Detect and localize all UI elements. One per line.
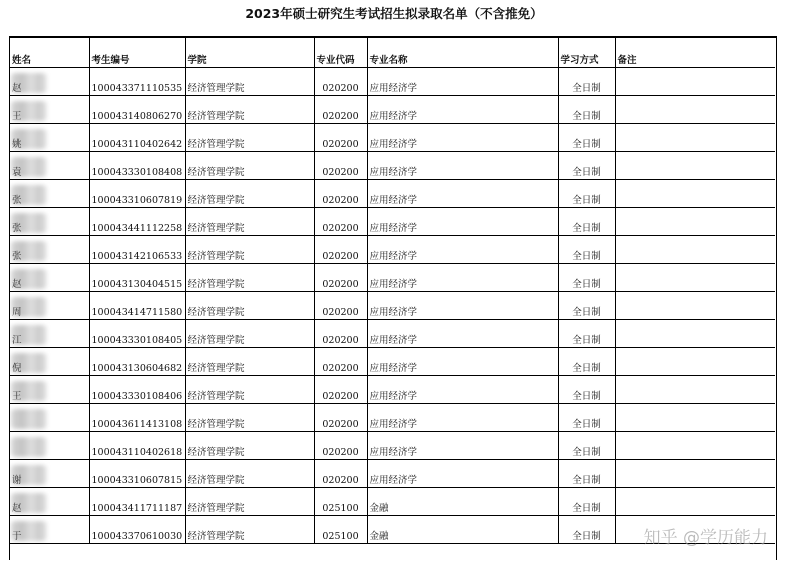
cell-exam-id: 100043310607819: [89, 179, 185, 207]
cell-major-code: 020200: [314, 67, 367, 95]
cell-school: 经济管理学院: [185, 347, 314, 375]
cell-major-name: 应用经济学: [367, 459, 558, 487]
cell-study-mode: 全日制: [558, 431, 615, 459]
cell-name: [10, 67, 89, 95]
table-row: [10, 291, 775, 319]
cell-major-name: 应用经济学: [367, 235, 558, 263]
cell-major-code: 020200: [314, 403, 367, 431]
table-row: [10, 179, 775, 207]
table-row: [10, 151, 775, 179]
cell-name: [10, 459, 89, 487]
table-header-row: [10, 38, 775, 67]
admission-table: [10, 38, 775, 544]
cell-major-name: 应用经济学: [367, 375, 558, 403]
col-header-major-code: 专业代码: [314, 38, 367, 67]
cell-name: [10, 347, 89, 375]
col-header-notes: 备注: [615, 38, 775, 67]
cell-major-code: 020200: [314, 179, 367, 207]
cell-major-code: 020200: [314, 431, 367, 459]
cell-exam-id: 100043142106533: [89, 235, 185, 263]
cell-name: [10, 95, 89, 123]
cell-notes: [615, 67, 775, 95]
cell-name: [10, 487, 89, 515]
cell-name: [10, 403, 89, 431]
cell-major-name: 金融: [367, 487, 558, 515]
cell-study-mode: 全日制: [558, 291, 615, 319]
col-header-study-mode: 学习方式: [558, 38, 615, 67]
cell-exam-id: 100043441112258: [89, 207, 185, 235]
cell-school: 经济管理学院: [185, 291, 314, 319]
cell-notes: [615, 403, 775, 431]
cell-school: 经济管理学院: [185, 431, 314, 459]
name-fragment: 于: [12, 530, 22, 542]
cell-study-mode: 全日制: [558, 459, 615, 487]
cell-name: [10, 179, 89, 207]
cell-school: 经济管理学院: [185, 319, 314, 347]
cell-major-name: 应用经济学: [367, 263, 558, 291]
cell-name: [10, 375, 89, 403]
cell-exam-id: 100043330108406: [89, 375, 185, 403]
cell-study-mode: 全日制: [558, 375, 615, 403]
cell-notes: [615, 291, 775, 319]
table-row: [10, 487, 775, 515]
table-row: [10, 235, 775, 263]
cell-exam-id: 100043140806270: [89, 95, 185, 123]
cell-exam-id: 100043310607815: [89, 459, 185, 487]
cell-study-mode: 全日制: [558, 487, 615, 515]
cell-name: [10, 235, 89, 263]
cell-exam-id: 100043370610030: [89, 515, 185, 543]
cell-notes: [615, 319, 775, 347]
admission-table-frame: [9, 36, 777, 560]
table-row: [10, 319, 775, 347]
cell-major-code: 020200: [314, 319, 367, 347]
cell-exam-id: 100043411711187: [89, 487, 185, 515]
cell-name: [10, 431, 89, 459]
watermark: 知乎 @学历能力: [643, 528, 768, 548]
cell-school: 经济管理学院: [185, 151, 314, 179]
cell-study-mode: 全日制: [558, 403, 615, 431]
cell-exam-id: 100043371110535: [89, 67, 185, 95]
name-fragment: 周: [12, 306, 22, 318]
cell-exam-id: 100043611413108: [89, 403, 185, 431]
table-row: [10, 263, 775, 291]
cell-major-name: 应用经济学: [367, 347, 558, 375]
cell-study-mode: 全日制: [558, 235, 615, 263]
table-row: [10, 459, 775, 487]
table-row: [10, 431, 775, 459]
cell-name: [10, 123, 89, 151]
cell-notes: [615, 123, 775, 151]
cell-school: 经济管理学院: [185, 123, 314, 151]
table-body: [10, 67, 775, 543]
name-fragment: 赵: [12, 278, 22, 290]
cell-notes: [615, 179, 775, 207]
cell-school: 经济管理学院: [185, 235, 314, 263]
name-fragment: 赵: [12, 502, 22, 514]
cell-school: 经济管理学院: [185, 403, 314, 431]
table-row: [10, 67, 775, 95]
cell-notes: [615, 487, 775, 515]
cell-major-code: 020200: [314, 291, 367, 319]
cell-study-mode: 全日制: [558, 179, 615, 207]
cell-notes: [615, 375, 775, 403]
cell-study-mode: 全日制: [558, 515, 615, 543]
cell-school: 经济管理学院: [185, 67, 314, 95]
cell-school: 经济管理学院: [185, 515, 314, 543]
cell-study-mode: 全日制: [558, 263, 615, 291]
cell-exam-id: 100043110402642: [89, 123, 185, 151]
cell-school: 经济管理学院: [185, 263, 314, 291]
name-fragment: 倪: [12, 362, 22, 374]
cell-major-name: 应用经济学: [367, 151, 558, 179]
table-row: [10, 375, 775, 403]
cell-notes: [615, 207, 775, 235]
cell-major-name: 应用经济学: [367, 207, 558, 235]
cell-school: 经济管理学院: [185, 487, 314, 515]
name-fragment: 张: [12, 194, 22, 206]
cell-name: [10, 207, 89, 235]
cell-name: [10, 291, 89, 319]
cell-school: 经济管理学院: [185, 95, 314, 123]
col-header-exam-id: 考生编号: [89, 38, 185, 67]
cell-major-code: 025100: [314, 487, 367, 515]
cell-notes: [615, 347, 775, 375]
name-fragment: 王: [12, 110, 22, 122]
cell-study-mode: 全日制: [558, 67, 615, 95]
cell-notes: [615, 151, 775, 179]
cell-study-mode: 全日制: [558, 319, 615, 347]
name-fragment: 王: [12, 390, 22, 402]
cell-study-mode: 全日制: [558, 95, 615, 123]
cell-school: 经济管理学院: [185, 207, 314, 235]
table-row: [10, 95, 775, 123]
table-row: [10, 123, 775, 151]
cell-notes: [615, 235, 775, 263]
cell-exam-id: 100043130404515: [89, 263, 185, 291]
name-fragment: 赵: [12, 82, 22, 94]
col-header-name: 姓名: [10, 38, 89, 67]
name-fragment: 张: [12, 222, 22, 234]
cell-school: 经济管理学院: [185, 375, 314, 403]
cell-exam-id: 100043130604682: [89, 347, 185, 375]
redacted-name-blur: [11, 437, 47, 457]
cell-major-name: 金融: [367, 515, 558, 543]
cell-major-name: 应用经济学: [367, 403, 558, 431]
cell-name: [10, 263, 89, 291]
cell-notes: [615, 263, 775, 291]
cell-study-mode: 全日制: [558, 207, 615, 235]
cell-exam-id: 100043330108405: [89, 319, 185, 347]
table-row: [10, 347, 775, 375]
name-fragment: 姚: [12, 138, 22, 150]
cell-study-mode: 全日制: [558, 347, 615, 375]
cell-notes: [615, 459, 775, 487]
cell-exam-id: 100043330108408: [89, 151, 185, 179]
cell-major-code: 025100: [314, 515, 367, 543]
redacted-name-blur: [11, 409, 47, 429]
table-row: [10, 207, 775, 235]
cell-major-code: 020200: [314, 95, 367, 123]
cell-major-code: 020200: [314, 347, 367, 375]
cell-major-code: 020200: [314, 123, 367, 151]
page-title: 2023年硕士研究生考试招生拟录取名单（不含推免）: [245, 6, 543, 21]
cell-exam-id: 100043110402618: [89, 431, 185, 459]
cell-name: [10, 515, 89, 543]
col-header-school: 学院: [185, 38, 314, 67]
table-row: [10, 403, 775, 431]
cell-notes: [615, 95, 775, 123]
cell-major-name: 应用经济学: [367, 123, 558, 151]
cell-major-code: 020200: [314, 235, 367, 263]
cell-major-code: 020200: [314, 459, 367, 487]
cell-school: 经济管理学院: [185, 179, 314, 207]
cell-study-mode: 全日制: [558, 151, 615, 179]
name-fragment: 张: [12, 250, 22, 262]
cell-notes: [615, 431, 775, 459]
col-header-major-name: 专业名称: [367, 38, 558, 67]
cell-major-name: 应用经济学: [367, 179, 558, 207]
cell-study-mode: 全日制: [558, 123, 615, 151]
cell-exam-id: 100043414711580: [89, 291, 185, 319]
cell-major-name: 应用经济学: [367, 431, 558, 459]
cell-major-name: 应用经济学: [367, 67, 558, 95]
cell-major-name: 应用经济学: [367, 95, 558, 123]
name-fragment: 袁: [12, 166, 22, 178]
name-fragment: 谢: [12, 474, 22, 486]
cell-major-name: 应用经济学: [367, 291, 558, 319]
cell-school: 经济管理学院: [185, 459, 314, 487]
cell-major-code: 020200: [314, 207, 367, 235]
cell-major-code: 020200: [314, 375, 367, 403]
cell-name: [10, 319, 89, 347]
cell-major-code: 020200: [314, 151, 367, 179]
cell-major-name: 应用经济学: [367, 319, 558, 347]
name-fragment: 江: [12, 334, 22, 346]
cell-major-code: 020200: [314, 263, 367, 291]
cell-name: [10, 151, 89, 179]
